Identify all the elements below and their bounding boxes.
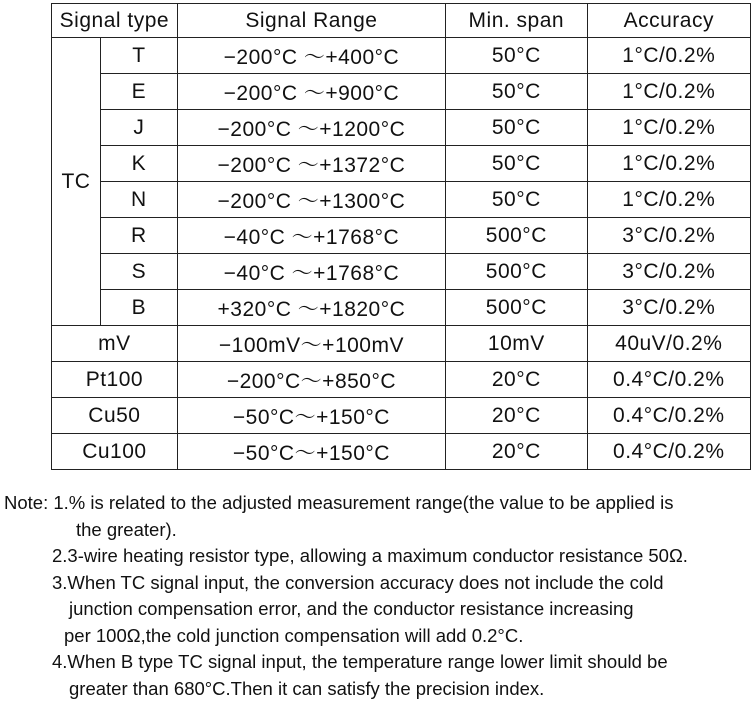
min-span-cell: 500°C bbox=[446, 290, 587, 326]
signal-range-cell: −200°C～+850°C bbox=[177, 362, 445, 398]
note-1-line-2: the greater). bbox=[76, 518, 177, 540]
signal-range-cell: −40°C ～+1768°C bbox=[177, 218, 445, 254]
accuracy-cell: 1°C/0.2% bbox=[587, 74, 750, 110]
signal-range-cell: −50°C～+150°C bbox=[177, 398, 445, 434]
signal-type-cell: E bbox=[100, 74, 177, 110]
signal-spec-table bbox=[51, 3, 751, 470]
accuracy-cell: 0.4°C/0.2% bbox=[587, 398, 750, 434]
accuracy-cell: 1°C/0.2% bbox=[587, 146, 750, 182]
min-span-cell: 20°C bbox=[446, 434, 587, 470]
note-3-line-1: 3.When TC signal input, the conversion accuracy does not include the cold bbox=[52, 571, 664, 593]
signal-type-cell: mV bbox=[52, 326, 178, 362]
signal-type-cell: T bbox=[100, 38, 177, 74]
accuracy-cell: 0.4°C/0.2% bbox=[587, 434, 750, 470]
accuracy-cell: 0.4°C/0.2% bbox=[587, 362, 750, 398]
note-1-line-1 bbox=[4, 490, 749, 517]
signal-type-cell: Cu100 bbox=[52, 434, 178, 470]
table-row bbox=[52, 146, 751, 182]
table-row bbox=[52, 182, 751, 218]
min-span-cell: 10mV bbox=[446, 326, 587, 362]
signal-type-cell: R bbox=[100, 218, 177, 254]
min-span-cell: 500°C bbox=[446, 218, 587, 254]
signal-range-cell: −200°C ～+1300°C bbox=[177, 182, 445, 218]
signal-type-cell: B bbox=[100, 290, 177, 326]
signal-type-cell: N bbox=[100, 182, 177, 218]
table-row bbox=[52, 326, 751, 362]
signal-range-cell: +320°C ～+1820°C bbox=[177, 290, 445, 326]
table-row bbox=[52, 218, 751, 254]
table-row bbox=[52, 362, 751, 398]
min-span-cell: 50°C bbox=[446, 38, 587, 74]
note-2: 2.3-wire heating resistor type, allowing a maximum conductor resistance 50Ω. bbox=[52, 545, 688, 566]
table-row bbox=[52, 254, 751, 290]
min-span-cell: 20°C bbox=[446, 362, 587, 398]
signal-range-cell: −200°C ～+1372°C bbox=[177, 146, 445, 182]
table-row bbox=[52, 398, 751, 434]
header-min-span: Min. span bbox=[446, 4, 587, 38]
note-3-line-3: per 100Ω,the cold junction compensation will add 0.2°C. bbox=[64, 624, 524, 646]
note-3-line-2: junction compensation error, and the conductor resistance increasing bbox=[69, 598, 634, 619]
signal-type-cell: S bbox=[100, 254, 177, 290]
signal-type-cell: K bbox=[100, 146, 177, 182]
note-1-text: 1.% is related to the adjusted measurement range(the value to be applied is bbox=[48, 492, 674, 513]
table-row bbox=[52, 290, 751, 326]
signal-range-cell: −100mV～+100mV bbox=[177, 326, 445, 362]
note-4-line-1: 4.When B type TC signal input, the temperature range lower limit should be bbox=[52, 651, 668, 672]
accuracy-cell: 3°C/0.2% bbox=[587, 218, 750, 254]
header-signal-range: Signal Range bbox=[177, 4, 445, 38]
signal-range-cell: −50°C～+150°C bbox=[177, 434, 445, 470]
min-span-cell: 50°C bbox=[446, 182, 587, 218]
accuracy-cell: 3°C/0.2% bbox=[587, 254, 750, 290]
table-row bbox=[52, 38, 751, 74]
min-span-cell: 50°C bbox=[446, 146, 587, 182]
header-signal-type: Signal type bbox=[52, 4, 178, 38]
table-header-row bbox=[52, 4, 751, 38]
signal-type-cell: J bbox=[100, 110, 177, 146]
table-row bbox=[52, 110, 751, 146]
min-span-cell: 50°C bbox=[446, 110, 587, 146]
accuracy-cell: 3°C/0.2% bbox=[587, 290, 750, 326]
accuracy-cell: 1°C/0.2% bbox=[587, 38, 750, 74]
signal-range-cell: −200°C ～+400°C bbox=[177, 38, 445, 74]
accuracy-cell: 1°C/0.2% bbox=[587, 182, 750, 218]
signal-range-cell: −200°C ～+900°C bbox=[177, 74, 445, 110]
header-accuracy: Accuracy bbox=[587, 4, 750, 38]
signal-type-cell: Cu50 bbox=[52, 398, 178, 434]
accuracy-cell: 1°C/0.2% bbox=[587, 110, 750, 146]
tc-group-label: TC bbox=[52, 38, 101, 326]
min-span-cell: 20°C bbox=[446, 398, 587, 434]
signal-range-cell: −40°C ～+1768°C bbox=[177, 254, 445, 290]
accuracy-cell: 40uV/0.2% bbox=[587, 326, 750, 362]
table-row bbox=[52, 74, 751, 110]
table-row bbox=[52, 434, 751, 470]
min-span-cell: 500°C bbox=[446, 254, 587, 290]
signal-range-cell: −200°C ～+1200°C bbox=[177, 110, 445, 146]
note-label: Note: bbox=[4, 492, 49, 513]
note-4-line-2: greater than 680°C.Then it can satisfy the precision index. bbox=[69, 677, 545, 699]
signal-type-cell: Pt100 bbox=[52, 362, 178, 398]
notes-section bbox=[4, 490, 749, 702]
min-span-cell: 50°C bbox=[446, 74, 587, 110]
